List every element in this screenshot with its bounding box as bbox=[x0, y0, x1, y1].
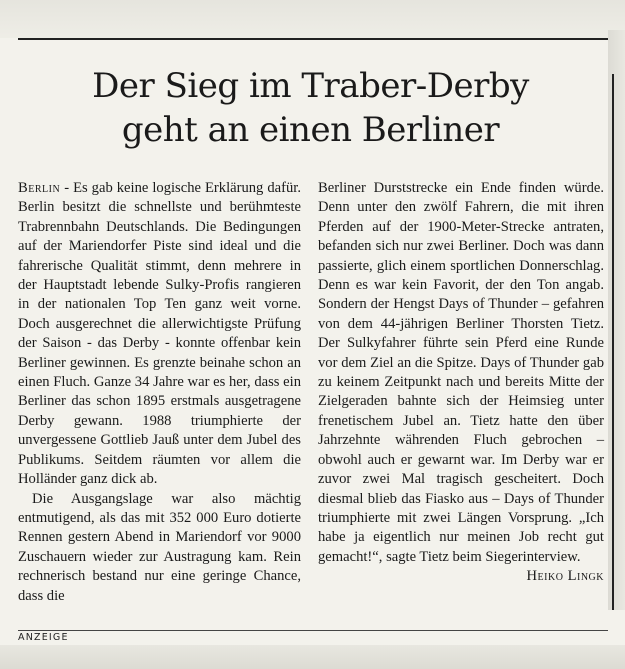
ad-label: ANZEIGE bbox=[18, 632, 69, 643]
column-divider bbox=[612, 74, 614, 610]
paragraph-1 bbox=[18, 179, 301, 490]
previous-page-bleed bbox=[0, 0, 625, 38]
dateline: Berlin bbox=[18, 180, 61, 196]
paragraph-2: Die Ausgangslage war also mächtig entmutigend, als das mit 352 000 Euro dotierte Rennen gestern Abend in Mariendorf vor 9000 Zuschauern wieder zur Austragung kam. Rein rechnerisch bestand nur eine geringe Chance, dass die bbox=[18, 490, 301, 604]
bottom-divider bbox=[18, 630, 608, 631]
headline-line-2: geht an einen Berliner bbox=[121, 110, 500, 150]
paragraph-3-text: Berliner Durststrecke ein Ende finden würde. Denn unter den zwölf Fahrern, die mit ihren Pferden auf der 1900-Meter-Strecke antraten, befanden sich nur zwei Berliner. Doch was dann passierte, glich einem sportlichen Donnerschlag. Denn es war kein Favorit, der den Ton angab. Sondern der Hengst Days of Thunder – gefahren von dem 44-jährigen Berliner Thorsten Tietz. Der Sulkyfahrer führte sein Pferd eine Runde vor dem Ziel an die Spitze. Days of Thunder gab zu keinem Zeitpunkt nach und bereits Mitte der Zielgeraden bahnte sich der Heimsieg unter frenetischem Jubel an. Tietz hatte den über Jahrzehnte währenden Fluch gebrochen – obwohl auch er gewarnt war. Im Derby war er zuvor zwei Mal tragisch gescheitert. Doch diesmal blieb das Fiasko aus – Days of Thunder triumphierte mit zwei Längen Vorsprung. „Ich habe ja eigentlich nur meinen Job recht gut gemacht!“, sagte Tietz beim Siegerinterview. bbox=[318, 180, 604, 565]
paragraph-1-text: - Es gab keine logische Erklärung dafür. Berlin besitzt die schnellste und berühmteste Trabrennbahn Deutschlands. Die Bedingungen auf der Mariendorfer Piste sind ideal und die fahrerische Qualität stimmt, denn mehrere in der Hauptstadt lebende Sulky-Profis rangieren in der nationalen Top Ten ganz weit vorne. Doch ausgerechnet die allerwichtigste Prüfung der Saison - das Derby - konnte offenbar kein Berliner gewinnen. Es grenzte beinahe schon an einen Fluch. Ganze 34 Jahre war es her, dass ein Berliner das schon 1895 erstmals ausgetragene Derby gewann. 1988 triumphierte der unvergessene Gottlieb Jauß unter dem Jubel des Publikums. Seitdem räumten vor allem die Holländer ganz dick ab. bbox=[18, 180, 301, 488]
byline: Heiko Lingk bbox=[526, 568, 604, 585]
next-page-bleed bbox=[0, 645, 625, 669]
top-divider bbox=[18, 38, 608, 40]
headline-line-1: Der Sieg im Traber-Derby bbox=[92, 66, 529, 106]
article-headline bbox=[18, 64, 603, 152]
article-column-left bbox=[18, 179, 301, 606]
paragraph-3 bbox=[318, 179, 604, 585]
article-column-right bbox=[318, 179, 604, 587]
adjacent-column-bleed bbox=[608, 30, 625, 610]
